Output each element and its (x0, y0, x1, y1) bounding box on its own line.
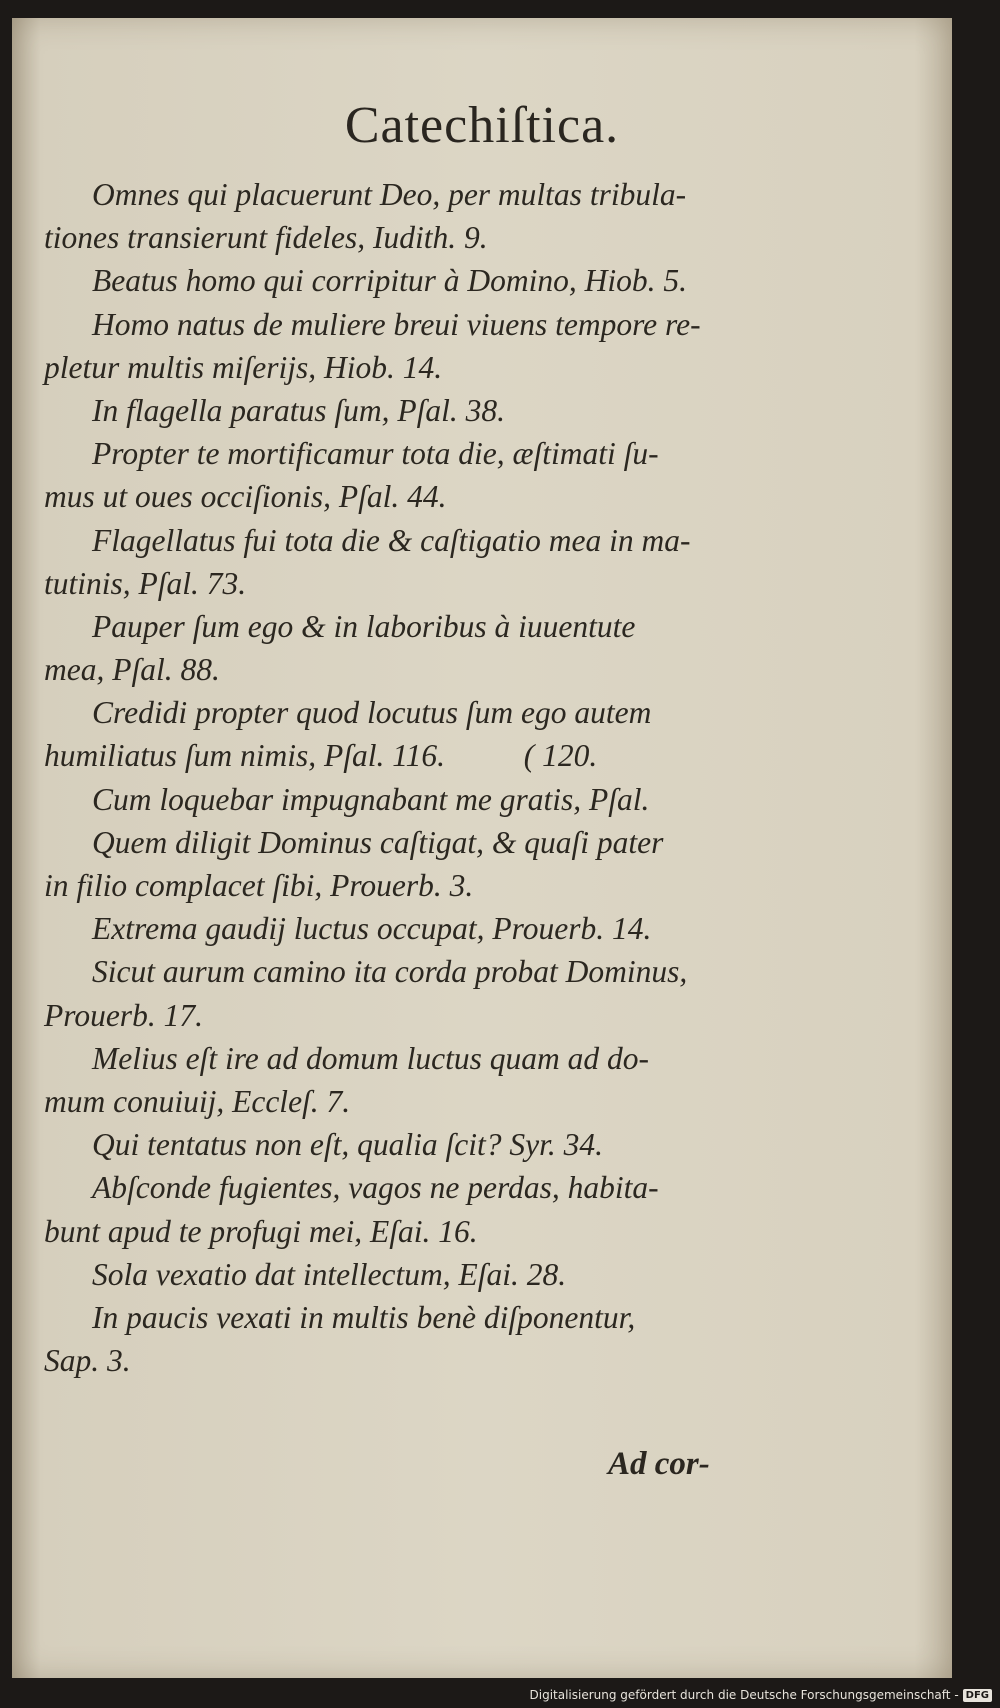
text-line: tiones transierunt fideles, Iudith. 9. (44, 220, 488, 256)
text-line: Propter te mortificamur tota die, æſtimati ſu- (92, 436, 659, 472)
text-line: Quem diligit Dominus caſtigat, & quaſi pater (92, 824, 664, 860)
text-line: Pauper ſum ego & in laboribus à iuuentute (92, 608, 636, 644)
text-line: Beatus homo qui corripitur à Domino, Hiob. 5. (92, 263, 687, 299)
text-line: Omnes qui placuerunt Deo, per multas tribula- (92, 177, 687, 212)
text-line: Abſconde fugientes, vagos ne perdas, habita- (92, 1170, 659, 1206)
text-line: mea, Pſal. 88. (44, 652, 220, 688)
book-page (12, 18, 952, 1678)
dfg-logo-icon: DFG (963, 1689, 992, 1702)
text-line: pletur multis miſerijs, Hiob. 14. (44, 349, 443, 385)
text-line: Qui tentatus non eſt, qualia ſcit? Syr. 34. (92, 1127, 603, 1163)
text-line: Flagellatus fui tota die & caſtigatio mea in ma- (92, 522, 691, 558)
catchword: Ad cor- (608, 1446, 710, 1482)
digitization-credit (0, 1688, 992, 1702)
text-line: Sicut aurum camino ita corda probat Dominus, (92, 954, 688, 990)
credit-text: Digitalisierung gefördert durch die Deutsche Forschungsgemeinschaft - (529, 1688, 959, 1702)
text-line: Sap. 3. (44, 1343, 131, 1379)
body-text (44, 173, 752, 1382)
text-line: humiliatus ſum nimis, Pſal. 116. ( 120. (44, 738, 598, 774)
text-line: Extrema gaudij luctus occupat, Prouerb. 14. (92, 911, 652, 947)
text-line: bunt apud te profugi mei, Eſai. 16. (44, 1213, 478, 1249)
text-line: In paucis vexati in multis benè diſponentur, (92, 1299, 636, 1335)
text-line: Melius eſt ire ad domum luctus quam ad do- (92, 1040, 650, 1076)
text-line: tutinis, Pſal. 73. (44, 565, 247, 601)
text-line: mum conuiuij, Eccleſ. 7. (44, 1083, 351, 1119)
running-head: Catechiſtica. (344, 97, 620, 154)
text-line: mus ut oues occiſionis, Pſal. 44. (44, 479, 447, 515)
text-line: Cum loquebar impugnabant me gratis, Pſal. (92, 781, 650, 817)
text-line: Credidi propter quod locutus ſum ego autem (92, 695, 652, 731)
text-line: In flagella paratus ſum, Pſal. 38. (92, 392, 505, 428)
text-line: Prouerb. 17. (44, 997, 203, 1033)
text-line: Sola vexatio dat intellectum, Eſai. 28. (92, 1256, 567, 1292)
text-line: Homo natus de muliere breui viuens tempore re- (92, 306, 701, 342)
text-line: in filio complacet ſibi, Prouerb. 3. (44, 868, 474, 903)
